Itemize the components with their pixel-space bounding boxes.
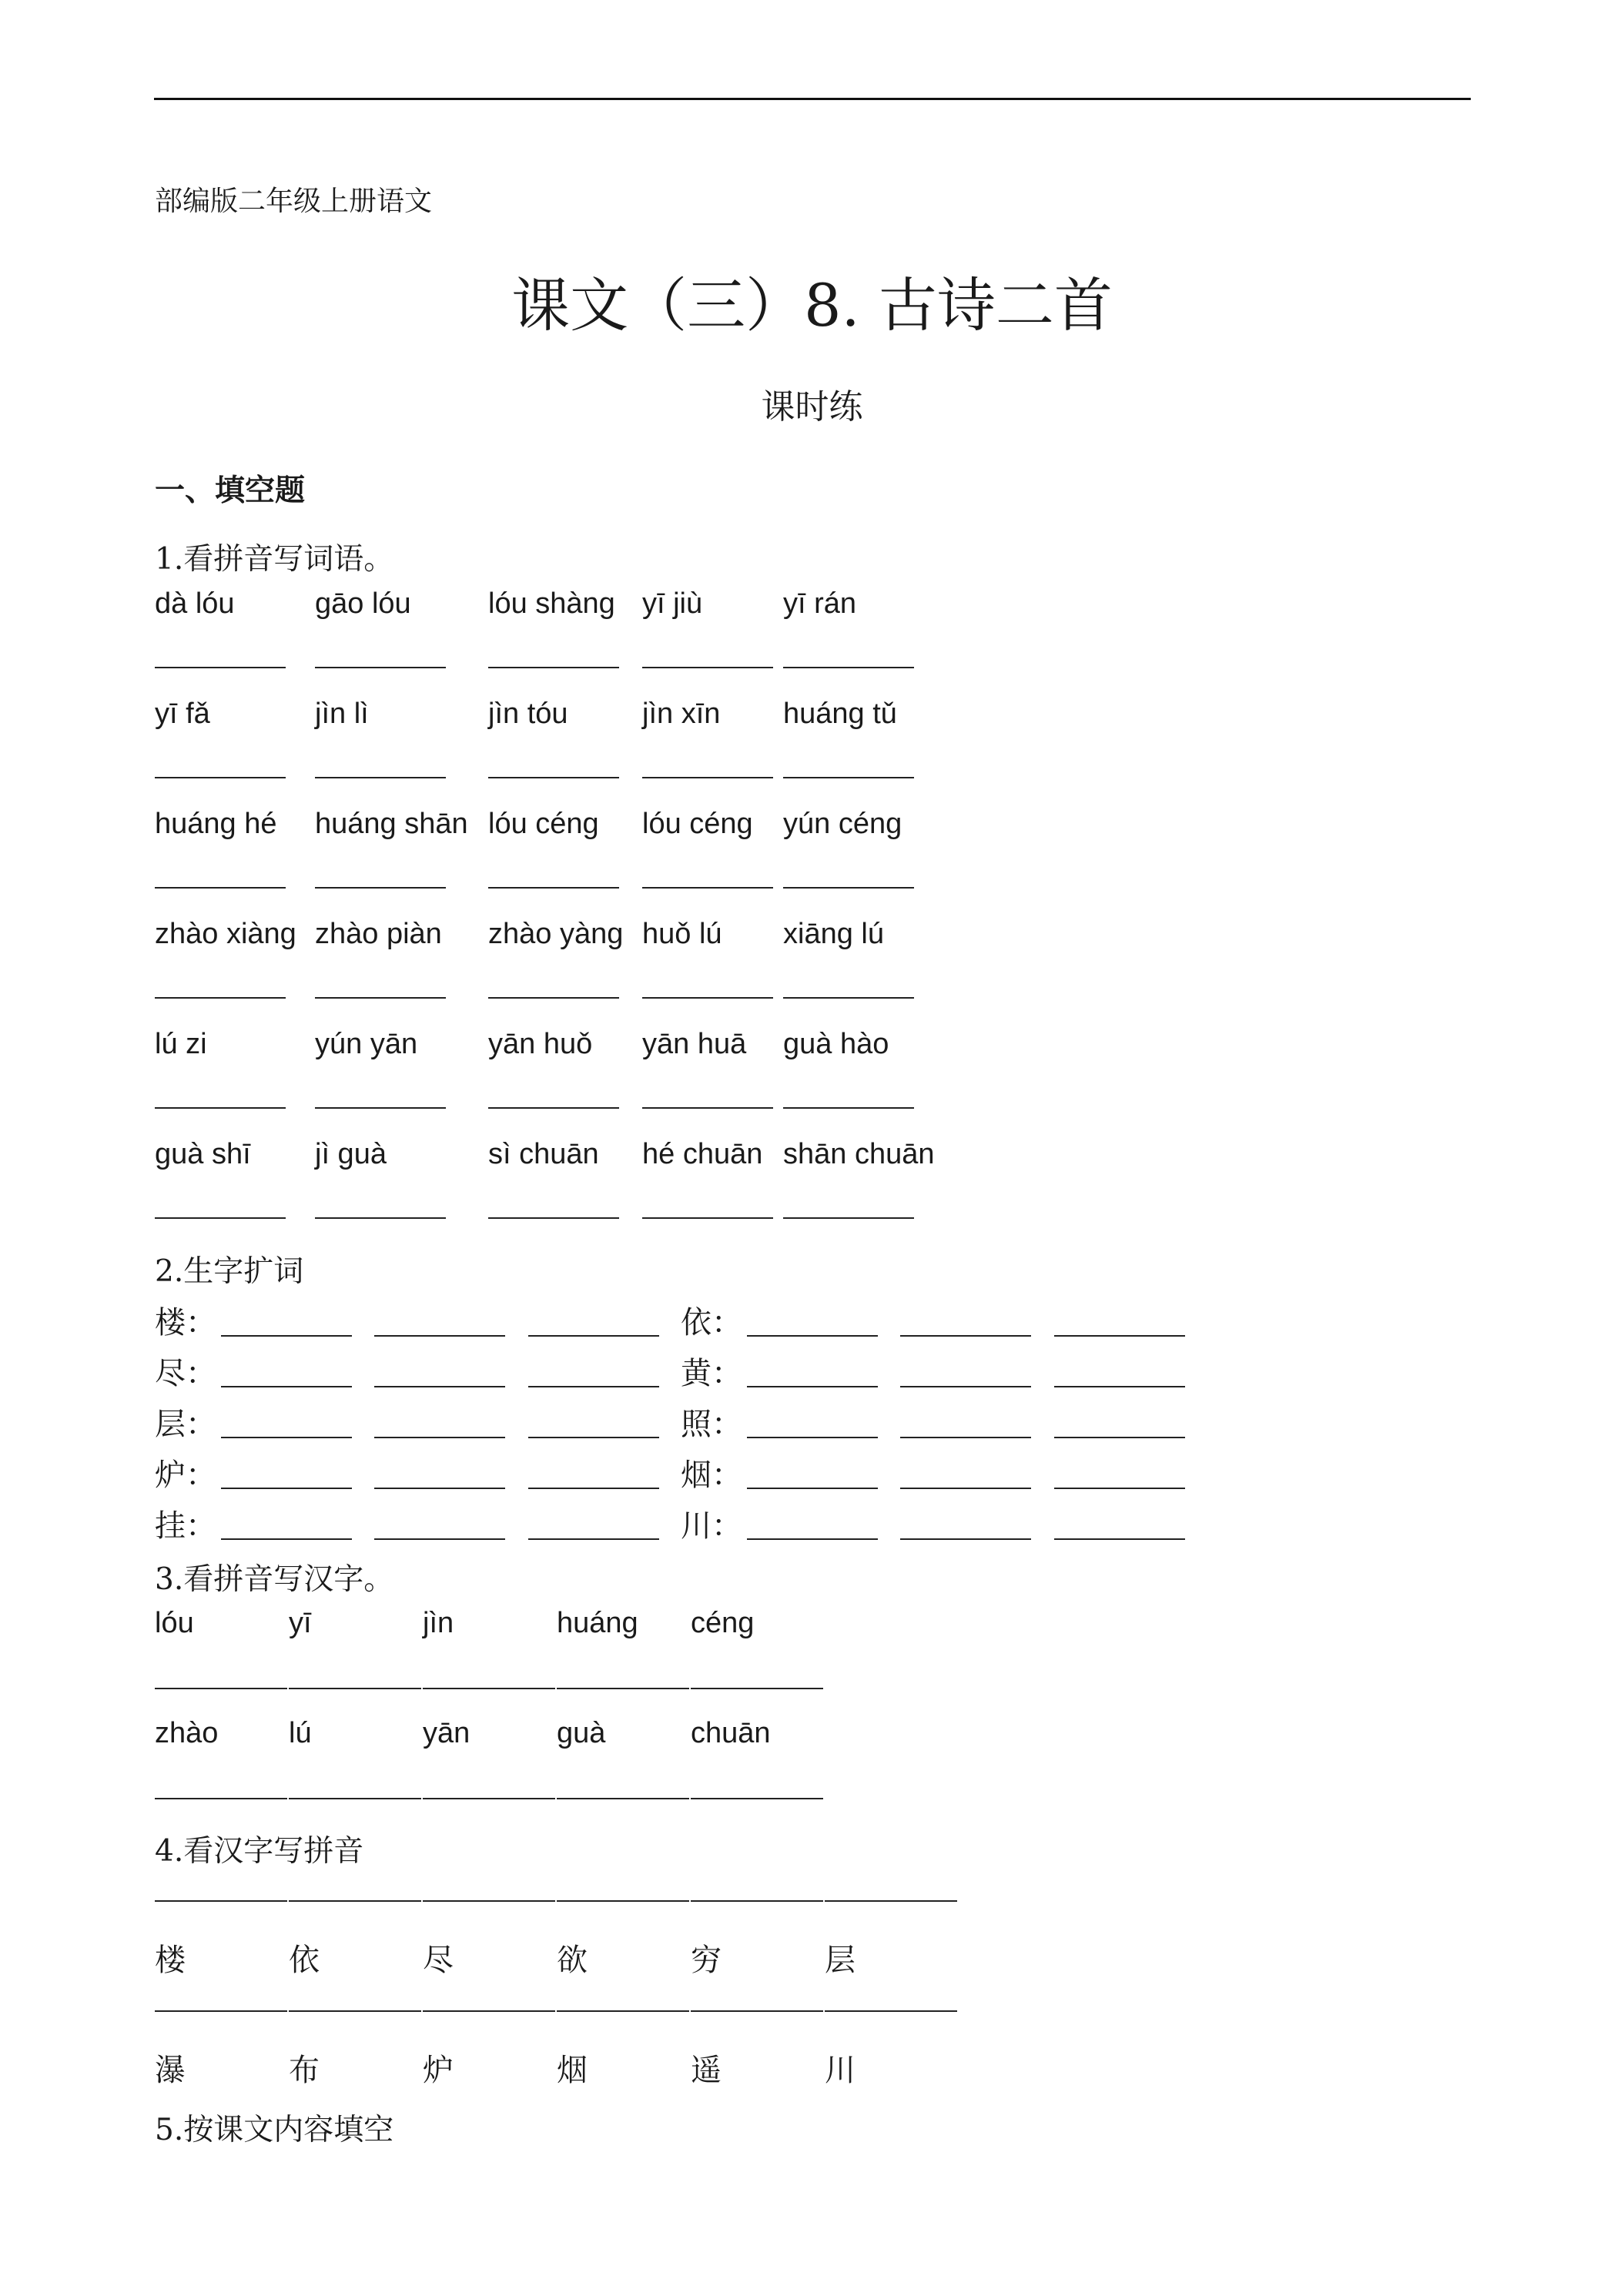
hanzi-prompt: 瀑	[155, 2053, 186, 2088]
answer-blank[interactable]	[315, 997, 446, 999]
answer-blank[interactable]	[155, 997, 286, 999]
q4-heading: 4.看汉字写拼音	[155, 1834, 364, 1869]
answer-blank[interactable]	[825, 2010, 957, 2012]
answer-blank[interactable]	[528, 1437, 659, 1438]
answer-blank[interactable]	[374, 1335, 505, 1337]
answer-blank[interactable]	[488, 887, 619, 889]
answer-blank[interactable]	[747, 1538, 878, 1540]
char-label: 挂：	[155, 1508, 216, 1544]
pinyin-prompt: yī	[289, 1607, 312, 1639]
answer-blank[interactable]	[783, 777, 914, 778]
answer-blank[interactable]	[642, 777, 773, 778]
answer-blank[interactable]	[783, 1107, 914, 1109]
answer-blank[interactable]	[528, 1538, 659, 1540]
hanzi-prompt: 层	[825, 1943, 856, 1978]
answer-blank[interactable]	[155, 2010, 287, 2012]
answer-blank[interactable]	[423, 1798, 555, 1799]
answer-blank[interactable]	[691, 1900, 823, 1902]
char-label: 依：	[681, 1305, 742, 1340]
answer-blank[interactable]	[488, 1217, 619, 1219]
answer-blank[interactable]	[155, 777, 286, 778]
char-label: 层：	[155, 1407, 216, 1442]
char-label: 楼：	[155, 1305, 216, 1340]
pinyin-prompt: zhào yàng	[488, 918, 624, 950]
pinyin-prompt: zhào	[155, 1717, 219, 1749]
answer-blank[interactable]	[783, 887, 914, 889]
answer-blank[interactable]	[642, 997, 773, 999]
hanzi-prompt: 川	[825, 2053, 856, 2088]
hanzi-prompt: 楼	[155, 1943, 186, 1978]
header-rule	[154, 98, 1471, 100]
pinyin-prompt: sì chuān	[488, 1138, 599, 1170]
pinyin-prompt: zhào xiàng	[155, 918, 296, 950]
q5-heading: 5.按课文内容填空	[155, 2113, 394, 2147]
answer-blank[interactable]	[691, 1688, 823, 1689]
pinyin-prompt: huáng shān	[315, 808, 468, 840]
answer-blank[interactable]	[155, 1107, 286, 1109]
pinyin-prompt: jìn	[423, 1607, 454, 1639]
pinyin-prompt: huáng hé	[155, 808, 277, 840]
page-title: 课文（三）8. 古诗二首	[511, 271, 1113, 340]
answer-blank[interactable]	[155, 667, 286, 668]
pinyin-prompt: lóu shàng	[488, 587, 615, 620]
answer-blank[interactable]	[900, 1437, 1031, 1438]
char-label: 烟：	[681, 1458, 742, 1493]
hanzi-prompt: 穷	[691, 1943, 722, 1978]
answer-blank[interactable]	[155, 1798, 287, 1799]
answer-blank[interactable]	[315, 887, 446, 889]
hanzi-prompt: 烟	[557, 2053, 588, 2088]
pinyin-prompt: yī rán	[783, 587, 857, 620]
pinyin-prompt: lóu céng	[642, 808, 753, 840]
char-label: 黄：	[681, 1356, 742, 1391]
pinyin-prompt: chuān	[691, 1717, 771, 1749]
page-subtitle: 课时练	[761, 387, 863, 427]
answer-blank[interactable]	[747, 1386, 878, 1387]
answer-blank[interactable]	[747, 1437, 878, 1438]
pinyin-prompt: guà shī	[155, 1138, 251, 1170]
hanzi-prompt: 依	[289, 1943, 320, 1978]
answer-blank[interactable]	[557, 1798, 689, 1799]
answer-blank[interactable]	[1054, 1437, 1185, 1438]
q3-heading: 3.看拼音写汉字。	[155, 1562, 394, 1597]
hanzi-prompt: 尽	[423, 1943, 454, 1978]
pinyin-prompt: céng	[691, 1607, 755, 1639]
answer-blank[interactable]	[155, 1900, 287, 1902]
section-heading: 一、填空题	[155, 473, 306, 508]
pinyin-prompt: hé chuān	[642, 1138, 763, 1170]
char-label: 尽：	[155, 1356, 216, 1391]
answer-blank[interactable]	[423, 1900, 555, 1902]
answer-blank[interactable]	[488, 667, 619, 668]
pinyin-prompt: zhào piàn	[315, 918, 442, 950]
answer-blank[interactable]	[423, 2010, 555, 2012]
answer-blank[interactable]	[423, 1688, 555, 1689]
answer-blank[interactable]	[1054, 1335, 1185, 1337]
answer-blank[interactable]	[221, 1386, 352, 1387]
pinyin-prompt: dà lóu	[155, 587, 235, 620]
answer-blank[interactable]	[315, 667, 446, 668]
answer-blank[interactable]	[221, 1538, 352, 1540]
answer-blank[interactable]	[289, 1798, 421, 1799]
answer-blank[interactable]	[691, 2010, 823, 2012]
answer-blank[interactable]	[315, 1107, 446, 1109]
answer-blank[interactable]	[289, 2010, 421, 2012]
pinyin-prompt: shān chuān	[783, 1138, 935, 1170]
pinyin-prompt: xiāng lú	[783, 918, 884, 950]
answer-blank[interactable]	[488, 1107, 619, 1109]
pinyin-prompt: jì guà	[315, 1138, 387, 1170]
answer-blank[interactable]	[783, 667, 914, 668]
hanzi-prompt: 欲	[557, 1943, 588, 1978]
pinyin-prompt: yān huǒ	[488, 1028, 593, 1060]
pinyin-prompt: jìn xīn	[642, 698, 721, 730]
pinyin-prompt: jìn lì	[315, 698, 369, 730]
answer-blank[interactable]	[528, 1386, 659, 1387]
answer-blank[interactable]	[900, 1335, 1031, 1337]
pinyin-prompt: yún yān	[315, 1028, 418, 1060]
answer-blank[interactable]	[1054, 1538, 1185, 1540]
answer-blank[interactable]	[642, 1217, 773, 1219]
char-label: 照：	[681, 1407, 742, 1442]
answer-blank[interactable]	[528, 1488, 659, 1489]
answer-blank[interactable]	[642, 887, 773, 889]
answer-blank[interactable]	[374, 1538, 505, 1540]
answer-blank[interactable]	[557, 1688, 689, 1689]
pinyin-prompt: yún céng	[783, 808, 902, 840]
pinyin-prompt: yī jiù	[642, 587, 703, 620]
answer-blank[interactable]	[747, 1335, 878, 1337]
pinyin-prompt: huǒ lú	[642, 918, 722, 950]
answer-blank[interactable]	[221, 1335, 352, 1337]
answer-blank[interactable]	[747, 1488, 878, 1489]
answer-blank[interactable]	[557, 2010, 689, 2012]
answer-blank[interactable]	[374, 1488, 505, 1489]
pinyin-prompt: lú	[289, 1717, 312, 1749]
answer-blank[interactable]	[642, 667, 773, 668]
answer-blank[interactable]	[155, 1217, 286, 1219]
answer-blank[interactable]	[488, 777, 619, 778]
answer-blank[interactable]	[1054, 1488, 1185, 1489]
pinyin-prompt: gāo lóu	[315, 587, 411, 620]
answer-blank[interactable]	[155, 887, 286, 889]
answer-blank[interactable]	[488, 997, 619, 999]
q2-heading: 2.生字扩词	[155, 1254, 304, 1289]
answer-blank[interactable]	[315, 777, 446, 778]
answer-blank[interactable]	[1054, 1386, 1185, 1387]
answer-blank[interactable]	[374, 1386, 505, 1387]
answer-blank[interactable]	[289, 1900, 421, 1902]
pinyin-prompt: yān huā	[642, 1028, 747, 1060]
answer-blank[interactable]	[783, 997, 914, 999]
answer-blank[interactable]	[900, 1386, 1031, 1387]
answer-blank[interactable]	[900, 1488, 1031, 1489]
answer-blank[interactable]	[528, 1335, 659, 1337]
pinyin-prompt: lóu	[155, 1607, 194, 1639]
answer-blank[interactable]	[642, 1107, 773, 1109]
pinyin-prompt: guà hào	[783, 1028, 889, 1060]
answer-blank[interactable]	[783, 1217, 914, 1219]
answer-blank[interactable]	[557, 1900, 689, 1902]
pinyin-prompt: huáng	[557, 1607, 638, 1639]
answer-blank[interactable]	[315, 1217, 446, 1219]
pinyin-prompt: yān	[423, 1717, 470, 1749]
pinyin-prompt: lú zi	[155, 1028, 207, 1060]
answer-blank[interactable]	[221, 1437, 352, 1438]
answer-blank[interactable]	[155, 1688, 287, 1689]
hanzi-prompt: 遥	[691, 2053, 722, 2088]
char-label: 炉：	[155, 1458, 216, 1493]
pinyin-prompt: huáng tǔ	[783, 698, 897, 730]
q1-heading: 1.看拼音写词语。	[155, 542, 394, 577]
hanzi-prompt: 布	[289, 2053, 320, 2088]
answer-blank[interactable]	[374, 1437, 505, 1438]
pinyin-prompt: lóu céng	[488, 808, 599, 840]
answer-blank[interactable]	[825, 1900, 957, 1902]
pinyin-prompt: guà	[557, 1717, 606, 1749]
top-note: 部编版二年级上册语文	[155, 186, 433, 217]
answer-blank[interactable]	[221, 1488, 352, 1489]
answer-blank[interactable]	[691, 1798, 823, 1799]
pinyin-prompt: yī fǎ	[155, 698, 210, 730]
char-label: 川：	[681, 1508, 742, 1544]
hanzi-prompt: 炉	[423, 2053, 454, 2088]
answer-blank[interactable]	[900, 1538, 1031, 1540]
answer-blank[interactable]	[289, 1688, 421, 1689]
pinyin-prompt: jìn tóu	[488, 698, 568, 730]
